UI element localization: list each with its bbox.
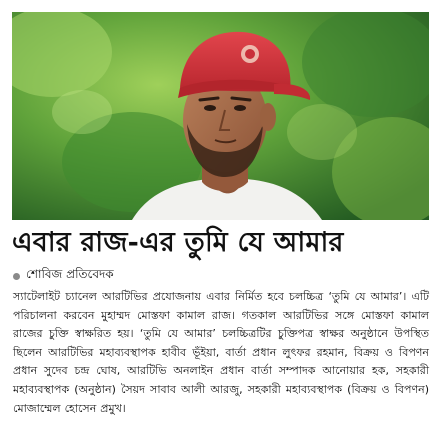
portrait-illustration	[12, 12, 429, 220]
byline: শোবিজ প্রতিবেদক	[26, 267, 114, 281]
byline-row	[13, 268, 114, 284]
article-body: স্যাটেলাইট চ্যানেল আরটিভির প্রযোজনায় এবার নির্মিত হবে চলচ্চিত্র ‘তুমি যে আমার’। এটি পরিচালনা করবেন মুহাম্মদ মোস্তফা কামাল রাজ। গতকাল আরটিভির সঙ্গে মোস্তফা কামাল রাজের চুক্তি স্বাক্ষরিত হয়। ‘তুমি যে আমার’ চলচ্চিত্রটির চুক্তিপত্র স্বাক্ষর অনুষ্ঠানে উপস্থিত ছিলেন আরটিভির মহাব্যবস্থাপক হাবীব ভূঁইয়া, বার্তা প্রধান লুৎফর রহমান, বিক্রয় ও বিপণন প্রধান সুদেব চন্দ্র ঘোষ, আরটিভি অনলাইন প্রধান বার্তা সম্পাদক আনোয়ার হক, সহকারী মহাব্যবস্থাপক (অনুষ্ঠান) সৈয়দ সাবাব আলী আরজু, সহকারী মহাব্যবস্থাপক (বিক্রয় ও বিপণন) মোজাম্মেল হোসেন প্রমুখ।	[13, 290, 429, 415]
article-photo	[12, 12, 429, 220]
bullet-icon	[13, 273, 20, 280]
headline: এবার রাজ-এর তুমি যে আমার	[12, 227, 344, 258]
